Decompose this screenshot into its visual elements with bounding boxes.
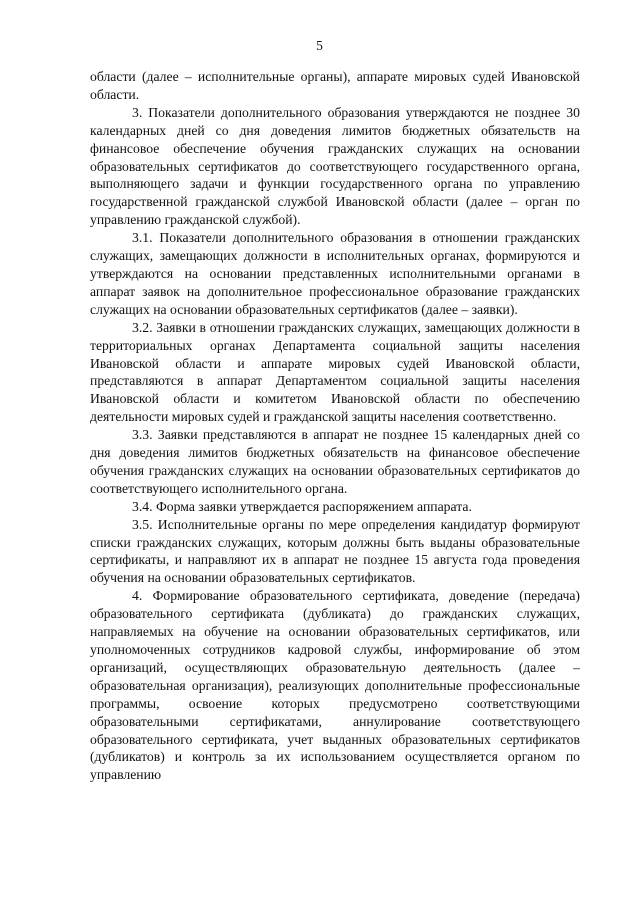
paragraph-item-3-3: 3.3. Заявки представляются в аппарат не позднее 15 календарных дней со дня доведения лимитов бюджетных обязательств на финансовое обеспечение обучения гражданских служащих на основании образовательных сертификатов до соответствующего исполнительного органа.	[90, 427, 580, 496]
paragraph-item-3-2: 3.2. Заявки в отношении гражданских служащих, замещающих должности в территориальных органах Департамента социальной защиты населения Ивановской области и аппарате мировых судей Ивановской области, представляются в аппарат Департаментом социальной защиты населения Ивановской области и комитетом Ивановской области по обеспечению деятельности мировых судей и гражданской защиты населения соответственно.	[90, 319, 580, 425]
page-number: 5	[316, 38, 323, 53]
paragraph-item-4: 4. Формирование образовательного сертификата, доведение (передача) образовательного сертификата (дубликата) до гражданских служащих, направляемых на обучение на основании образовательных сертификатов, или уполномоченных сотрудников кадровой службы, информирование об этом организаций, осуществляющих образовательную деятельность (далее – образовательная организация), реализующих дополнительные профессиональные программы, освоение которых предусмотрено соответствующими образовательными сертификатами, аннулирование соответствующего образовательного сертификата, учет выданных образовательных сертификатов (дубликатов) и контроль за их использованием осуществляется органом по управлению	[90, 588, 580, 783]
paragraph-continuation: области (далее – исполнительные органы), аппарате мировых судей Ивановской области.	[90, 69, 580, 102]
paragraph-item-3-5: 3.5. Исполнительные органы по мере определения кандидатур формируют списки гражданских служащих, которым должны быть выданы образовательные сертификаты, и направляют их в аппарат не позднее 15 августа года проведения обучения на основании образовательных сертификатов.	[90, 516, 580, 586]
paragraph-item-3-4: 3.4. Форма заявки утверждается распоряжением аппарата.	[132, 498, 472, 514]
paragraph-item-3-1: 3.1. Показатели дополнительного образования в отношении гражданских служащих, замещающих должности в исполнительных органах, формируются и утверждаются на основании представленных исполнительными органами в аппарат заявок на дополнительное профессиональное образование гражданских служащих на основании образовательных сертификатов (далее – заявки).	[90, 230, 580, 317]
paragraph-item-3: 3. Показатели дополнительного образования утверждаются не позднее 30 календарных дней со дня доведения лимитов бюджетных обязательств на финансовое обеспечение обучения гражданских служащих на основании образовательных сертификатов до соответствующего государственного органа, выполняющего задачи и функции государственного органа по управлению государственной гражданской службой Ивановской области (далее – орган по управлению гражданской службой).	[90, 104, 580, 228]
document-body	[90, 68, 580, 784]
